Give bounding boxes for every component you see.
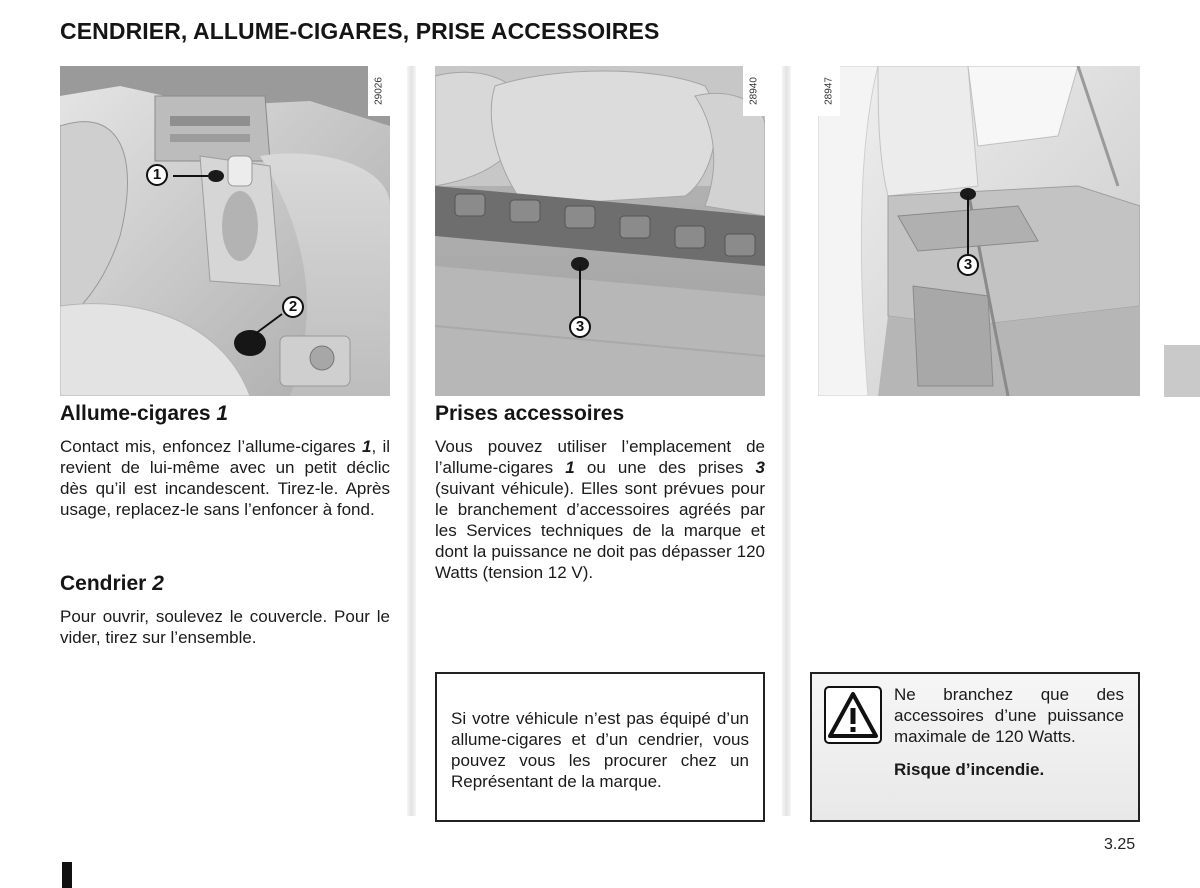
photo-reference-code: 28940: [743, 66, 765, 116]
paragraph-ashtray: Pour ouvrir, soulevez le couvercle. Pour le vider, tirez sur l’ensemble.: [60, 607, 390, 647]
photo-dashboard-console: [60, 66, 390, 396]
boot-interior-illustration: [818, 66, 1140, 396]
heading-accessory-sockets: Prises accessoires: [435, 402, 625, 425]
note-box: [435, 672, 765, 822]
column-divider-left: [407, 66, 416, 816]
chapter-edge-tab: [1164, 345, 1200, 397]
callout-2: 2: [282, 296, 304, 318]
warning-emphasis: Risque d’incendie.: [894, 760, 1045, 779]
seat-underside-illustration: [435, 66, 765, 396]
heading-cigarette-lighter: Allume-cigares 1: [60, 402, 229, 425]
callout-1: 1: [146, 164, 168, 186]
paragraph-accessory-sockets: Vous pouvez utiliser l’emplacement de l’allume-cigares 1 ou une des prises 3 (suivant véhicule). Elles sont prévues pour le branchement d’accessoires agréés par les Services techniques de la marque et dont la puissance ne doit pas dépasser 120 Watts (tension 12 V).: [435, 437, 765, 582]
page-title: CENDRIER, ALLUME-CIGARES, PRISE ACCESSOIRES: [60, 18, 660, 44]
callout-3: 3: [569, 316, 591, 338]
photo-reference-code: 29026: [368, 66, 390, 116]
warning-text: Ne branchez que des accessoires d’une puissance maximale de 120 Watts.: [894, 685, 1124, 746]
photo-seat-accessory-socket: [435, 66, 765, 396]
warning-box: [810, 672, 1140, 822]
page-edge-marker: [62, 862, 72, 888]
callout-3: 3: [957, 254, 979, 276]
column-divider-right: [782, 66, 791, 816]
heading-ashtray: Cendrier 2: [60, 572, 164, 595]
page-number: 3.25: [1104, 836, 1136, 853]
photo-reference-code: 28947: [818, 66, 840, 116]
note-text: Si votre véhicule n’est pas équipé d’un allume-cigares et d’un cendrier, vous pouvez vous les procurer chez un Représentant de la marque.: [451, 709, 749, 791]
warning-triangle-icon: [824, 686, 882, 744]
dashboard-console-illustration: [60, 66, 390, 396]
paragraph-cigarette-lighter: Contact mis, enfoncez l’allume-cigares 1, il revient de lui-même avec un petit déclic dès qu’il est incandescent. Tirez-le. Après usage, replacez-le sans l’enfoncer à fond.: [60, 437, 391, 519]
photo-boot-accessory-socket: [818, 66, 1140, 396]
